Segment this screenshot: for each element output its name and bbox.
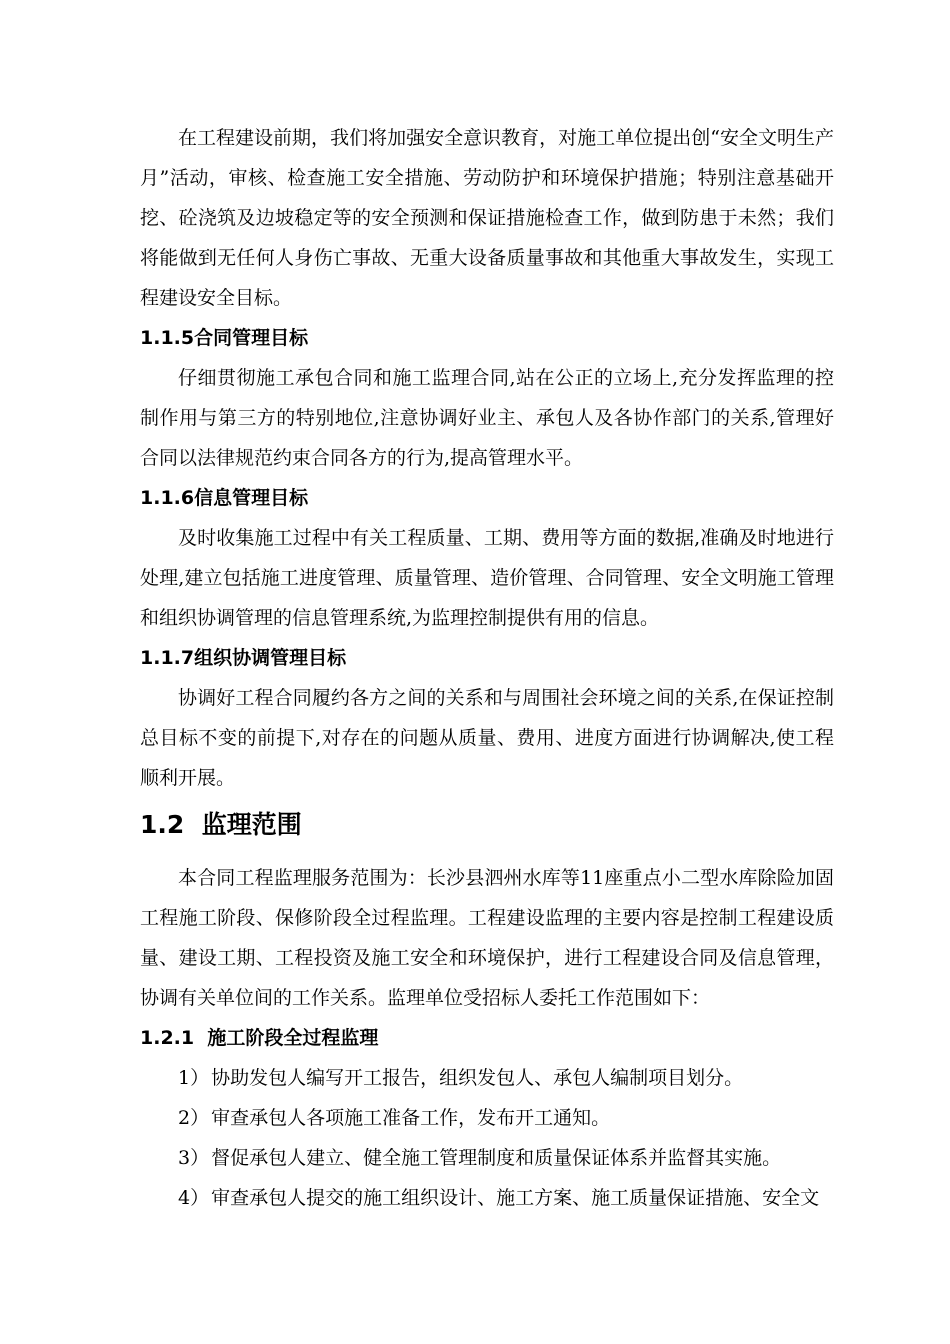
heading-1-1-7: 1.1.7组织协调管理目标 <box>140 647 347 669</box>
list-item <box>140 1178 834 1218</box>
list-item-text: 督促承包人建立、健全施工管理制度和质量保证体系并监督其实施。 <box>211 1147 782 1169</box>
contract-paragraph: 仔细贯彻施工承包合同和施工监理合同,站在公正的立场上,充分发挥监理的控制作用与第三方的特别地位,注意协调好业主、承包人及各协作部门的关系,管理好合同以法律规范约束合同各方的行为,提高管理水平。 <box>140 367 834 469</box>
list-item-text: 审查承包人各项施工准备工作，发布开工通知。 <box>211 1107 611 1129</box>
list-item-number: 2） <box>178 1107 210 1129</box>
heading-1-2-1: 1.2.1 施工阶段全过程监理 <box>140 1027 379 1049</box>
list-item-number: 3） <box>178 1147 210 1169</box>
list-item <box>140 1058 834 1098</box>
list-item-number: 4） <box>178 1187 210 1209</box>
scope-paragraph: 本合同工程监理服务范围为：长沙县泗州水库等11座重点小二型水库除险加固工程施工阶段、保修阶段全过程监理。工程建设监理的主要内容是控制工程建设质量、建设工期、工程投资及施工安全和环境保护，进行工程建设合同及信息管理，协调有关单位间的工作关系。监理单位受招标人委托工作范围如下： <box>140 867 834 1009</box>
list-item <box>140 1138 834 1178</box>
heading-1-2: 1.2 监理范围 <box>140 810 302 839</box>
heading-1-1-6: 1.1.6信息管理目标 <box>140 487 309 509</box>
list-item <box>140 1098 834 1138</box>
heading-1-1-5: 1.1.5合同管理目标 <box>140 327 309 349</box>
coord-paragraph: 协调好工程合同履约各方之间的关系和与周围社会环境之间的关系,在保证控制总目标不变的前提下,对存在的问题从质量、费用、进度方面进行协调解决,使工程顺利开展。 <box>140 687 834 789</box>
safety-paragraph: 在工程建设前期，我们将加强安全意识教育，对施工单位提出创“安全文明生产月”活动，审核、检查施工安全措施、劳动防护和环境保护措施；特别注意基础开挖、砼浇筑及边坡稳定等的安全预测和保证措施检查工作，做到防患于未然；我们将能做到无任何人身伤亡事故、无重大设备质量事故和其他重大事故发生，实现工程建设安全目标。 <box>140 127 834 309</box>
list-item-text: 协助发包人编写开工报告，组织发包人、承包人编制项目划分。 <box>211 1067 744 1089</box>
document-page <box>140 118 834 1218</box>
list-item-text: 审查承包人提交的施工组织设计、施工方案、施工质量保证措施、安全文 <box>211 1187 820 1209</box>
info-paragraph: 及时收集施工过程中有关工程质量、工期、费用等方面的数据,准确及时地进行处理,建立包括施工进度管理、质量管理、造价管理、合同管理、安全文明施工管理和组织协调管理的信息管理系统,为监理控制提供有用的信息。 <box>140 527 834 629</box>
list-item-number: 1） <box>178 1067 210 1089</box>
